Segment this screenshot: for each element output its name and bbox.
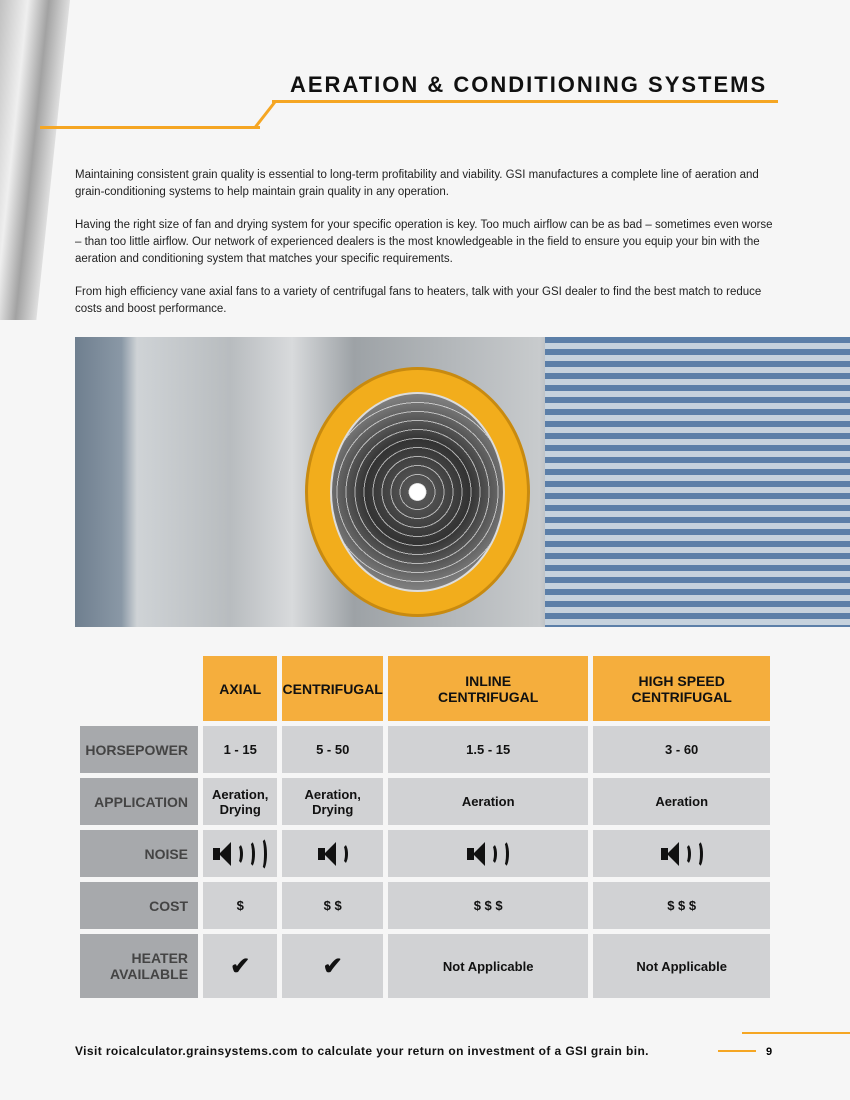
cell	[203, 830, 277, 877]
cell: $ $	[282, 882, 383, 929]
row-label-application: APPLICATION	[80, 778, 198, 825]
column-centrifugal: CENTRIFUGAL	[282, 656, 383, 721]
speaker-icon	[318, 842, 348, 866]
title-rule-bend	[254, 101, 277, 129]
cell: 1.5 - 15	[388, 726, 588, 773]
cell	[593, 830, 770, 877]
row-label-noise: NOISE	[80, 830, 198, 877]
cell: Aeration, Drying	[282, 778, 383, 825]
table-row	[80, 830, 770, 877]
cell	[282, 830, 383, 877]
cell: Not Applicable	[593, 934, 770, 998]
cell: Aeration, Drying	[203, 778, 277, 825]
speaker-icon	[467, 840, 509, 868]
dealer-paragraph: From high efficiency vane axial fans to a variety of centrifugal fans to heaters, talk with your GSI dealer to find the best match to reduce costs and boost performance.	[75, 286, 762, 315]
intro-paragraph: Maintaining consistent grain quality is essential to long-term profitability and viability. GSI manufactures a complete line of aeration and grain-conditioning systems to help maintain grain quality in any operation.	[75, 169, 759, 198]
footer-rule	[718, 1050, 756, 1052]
grain-bin-edge-image	[0, 0, 70, 320]
column-inline-centrifugal: INLINE CENTRIFUGAL	[388, 656, 588, 721]
fan-comparison-table	[75, 651, 775, 1003]
footer-text: Visit roicalculator.grainsystems.com to calculate your return on investment of a GSI grain bin.	[75, 1044, 649, 1058]
cell: $ $ $	[593, 882, 770, 929]
sizing-paragraph: Having the right size of fan and drying system for your specific operation is key. Too much airflow can be as bad – sometimes even worse – than too little airflow. Our network of experienced dealers is the most knowledgeable in the field to ensure you equip your bin with the aeration and conditioning system that matches your specific requirements.	[75, 219, 773, 265]
cell: 3 - 60	[593, 726, 770, 773]
footer-rule-top	[742, 1032, 850, 1034]
table-row	[80, 726, 770, 773]
cell: 5 - 50	[282, 726, 383, 773]
title-rule-left	[40, 126, 260, 129]
check-icon: ✔	[203, 934, 277, 998]
column-axial: AXIAL	[203, 656, 277, 721]
row-label-horsepower: HORSEPOWER	[80, 726, 198, 773]
column-high-speed-centrifugal: HIGH SPEED CENTRIFUGAL	[593, 656, 770, 721]
cell	[388, 830, 588, 877]
aeration-fan-photo	[75, 337, 850, 627]
check-icon: ✔	[282, 934, 383, 998]
row-label-cost: COST	[80, 882, 198, 929]
page-number: 9	[766, 1046, 773, 1058]
cell: Aeration	[593, 778, 770, 825]
speaker-icon	[213, 837, 267, 871]
title-rule	[272, 100, 778, 103]
page-title: AERATION & CONDITIONING SYSTEMS	[290, 72, 768, 97]
cell: $	[203, 882, 277, 929]
table-row	[80, 882, 770, 929]
cell: Aeration	[388, 778, 588, 825]
cell: Not Applicable	[388, 934, 588, 998]
table-row	[80, 778, 770, 825]
table-row	[80, 934, 770, 998]
row-label-heater: HEATER AVAILABLE	[80, 934, 198, 998]
speaker-icon	[661, 840, 703, 868]
fan-image	[305, 367, 530, 617]
cell: $ $ $	[388, 882, 588, 929]
cell: 1 - 15	[203, 726, 277, 773]
